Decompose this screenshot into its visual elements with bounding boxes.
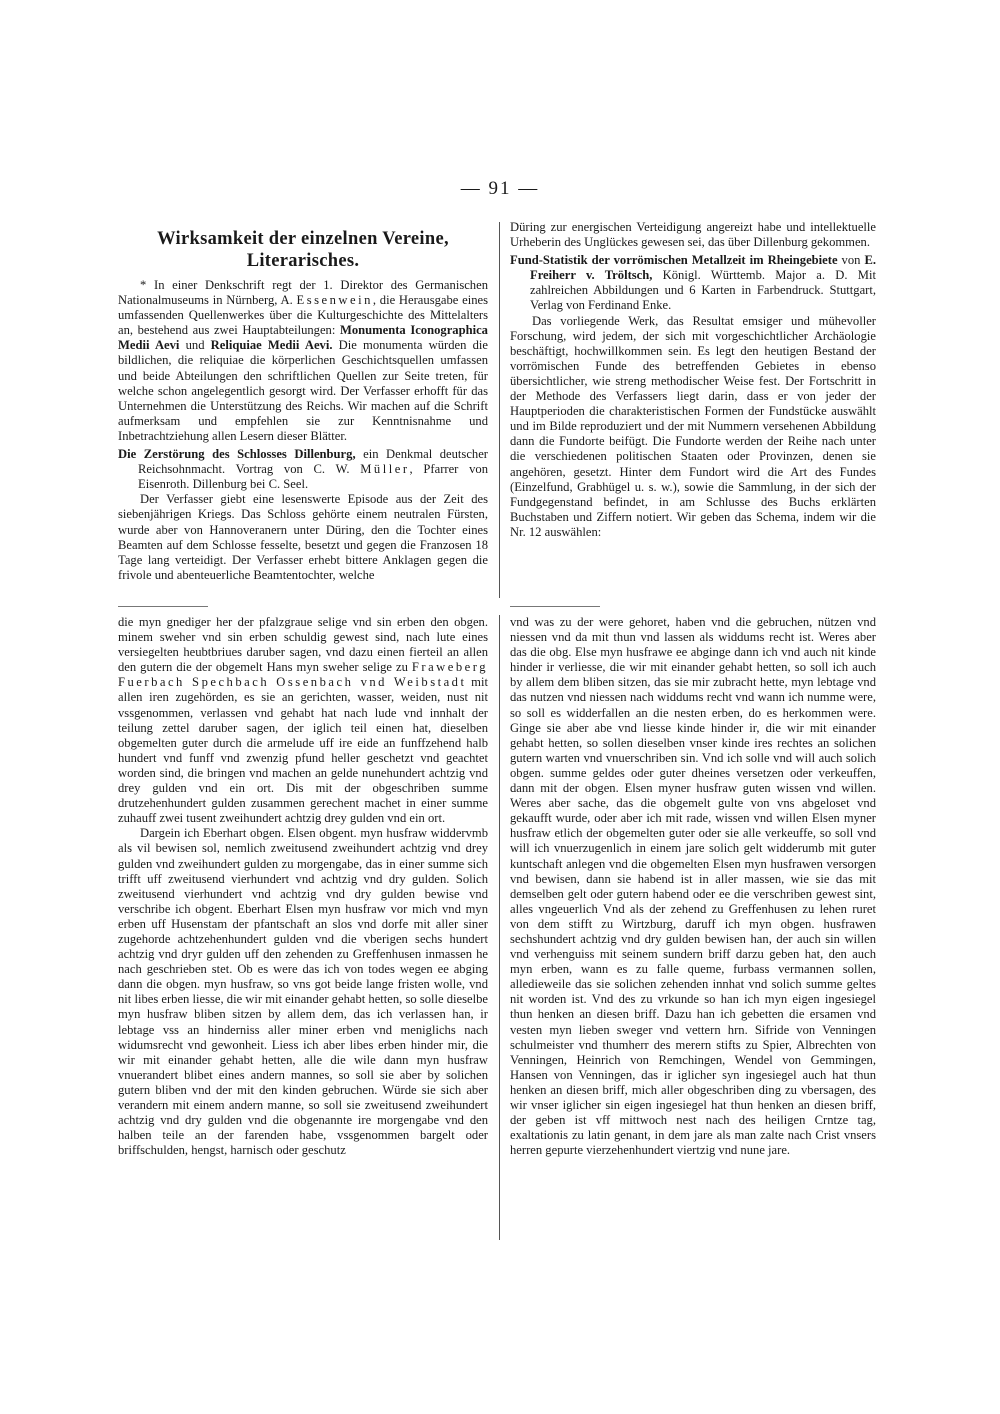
book-entry-fund-statistik <box>510 253 876 313</box>
section-title <box>118 228 488 272</box>
column-divider-top <box>499 222 500 598</box>
text-run: Die monumenta würden die bildlichen, die reliquiae die körperlichen Geschichtsquellen umfassen und beide Abteilungen den schriftlichen Quellen zur Seite treten, für welche schon angelegentlich gesorgt wird. Der Verfasser erhofft für das Unternehmen die Unterstützung des Reichs. Wir machen auf die Schrift aufmerksam und empfehlen sie zur Kenntnisnahme und Inbetrachtziehung allen Lesern dieser Blätter. <box>118 338 488 443</box>
column-divider-bottom <box>499 615 500 1240</box>
footnote-rule-left <box>118 606 208 607</box>
review-dillenburg: Der Verfasser giebt eine lesenswerte Episode aus der Zeit des siebenjährigen Kriegs. Das Schloss gehörte einem neutralen Fürsten, wurde aber von Hannoveranern unter Düring, den die Tochter eines Beamten auf dem Schlosse fesselte, besetzt und gegen die Franzosen 18 Tage lang verteidigt. Der Verfasser erhebt bittere Anklagen gegen die frivole und abenteuerliche Beamtentochter, welche <box>118 492 488 582</box>
text-run: ein Denkmal deutscher Reichsohnmacht. Vortrag von C. W. <box>138 447 488 477</box>
text-run: von <box>837 253 865 268</box>
right-column-top <box>510 220 876 540</box>
review-fund-statistik: Das vorliegende Werk, das Resultat emsiger und mühevoller Forschung, wird jedem, der sich mit vorgeschichtlicher Archäologie beschäftigt, hochwillkommen sein. Es legt den heutigen Bestand der vorrömischen Funde des betreffenden Gebietes in ebenso übersichtlicher, wie streng methodischer Weise fest. Der Fortschritt in der Methode des Verfassers liegt darin, dass er von jeder der Hauptperioden die charakteristischen Formen der Fundstücke auswählt und im Bilde reproduziert und der mit Nummern versehenen Abbildung dann die Fundorte beifügt. Die Fundorte werden der Reihe nach unter die verschiedenen politischen Staaten oder Provinzen, denen sie angehören, gesetzt. Hinter dem Fundort wird die Art des Fundes (Einzelfund, Grabhügel u. s. w.), sowie die Sammlung, in der sich der Fundgegenstand befindet, in am Schlusse des Buchs erklärten Buchstaben und Ziffern notiert. Wir geben das Schema, indem wir die Nr. 12 auswählen: <box>510 313 876 539</box>
book-title: Die Zerstörung des Schlosses Dillenburg, <box>118 447 356 462</box>
left-column-bottom <box>118 615 488 1158</box>
author-name: Essenwein <box>296 293 373 308</box>
text-run: Königl. Württemb. Major a. D. Mit zahlreichen Abbildungen und 6 Karten in Farbendruck. Stuttgart, Verlag von Ferdinand Enke. <box>530 268 876 313</box>
document-text <box>118 615 488 826</box>
document-text: vnd was zu der were gehoret, haben vnd die gebruchen, nützen vnd niessen vnd da mit thun vnd lassen als widdums recht ist. Weres aber das die obg. Else myn husfrawe ee abginge dann ich vnd auch nit kinde hinder ir verliesse, die wir mit einander gehabt hetten, so soll ich auch by allem dem bliben sitzen, das sie mir zubracht hette, myn lebtage vnd das nutzen vnd niessen nach widdums recht vnd wann ich numme were, so soll es widderfallen an die nesten erben, do es herkommen were. Ginge sie aber abe vnd liesse kinde hinder ir, die wir mit einander gehabt hetten, so sollen dieselben vnser kinde ires rechtes an solichen gutern warten vnd vnuerschriben sin. Vnd ich solle vnd will auch solich obgen. summe geldes oder guter dheines versetzen oder verkeuffen, dann mit der obgen. Elsen myner husfraw guten wissen vnd willen. Weres aber sache, das die obgemelt gulte von vns abgeloset vnd gekaufft wurde, oder aber ich mit rade, wissen vnd willen Elsen myner husfraw etlich der obgemelten guter oder sie alle verkeuffe, so soll vnd will ich vnuerzugenlich in einem jare solich gelt widderumb mit guter kuntschaft anlegen vnd die obgemelten Elsen myn husfrawen versorgen vnd bewisen, dann sie habend ist in aller massen, wie sie das mit demselben gelt oder gutern habend oder ee die verschriben gewest sint, alles vngeuerlich Vnd als der zehend zu Greffenhusen zu lehen ruret von dem stifft zu Wirtzburg, daruff ich myn obgen. husfrawen sechshundert achtzig vnd dry gulden bewisen han, der auch sin willen vnd verhenguiss mit seinem sundern briff darzu geben hat, den auch myn erben, wann es zu falle queme, furbass vermannen sollen, alledieweile das sie solichen zehenden innhat vnd solich summe geltes nit worden ist. Vnd des zu vrkunde so han ich myn eigen ingesiegel thun henken an diesen briff. Dazu han ich gebetten die ersamen vnd vesten myn lieben sweger vnd vettern hrn. Sifride von Venningen schulmeister vnd thumherr des merern stifts zu Spier, Albrechten von Venningen, Heinrich von Remchingen, Wendel von Gemmingen, Hansen von Venningen, das ir iglicher syn ingesiegel auch hat thun henken an diesen briff, mich aller obgeschriben ding zu vbersagen, des wir vnser iglicher sin eigen ingesiegel hat thun henken an diesen briff, der geben ist vff mittwoch nest nach des heiligen Crntze tag, exaltationis zu latin genant, in dem jare als man zalte nach Crist vnsers herren gepurte vierzehenhundert viertzig vnd nune jare. <box>510 615 876 1158</box>
author-name: Müller <box>360 462 410 477</box>
bold-title: Reliquiae Medii Aevi. <box>210 338 333 353</box>
text-run: , Pfarrer von Eisenroth. Dillenburg bei C. Seel. <box>138 462 489 492</box>
review-continuation: Düring zur energischen Verteidigung angereizt habe und intellektuelle Urheberin des Unglückes gewesen sei, das über Dillenburg gekommen. <box>510 220 876 250</box>
section-title-line-1: Wirksamkeit der einzelnen Vereine, <box>157 229 449 249</box>
book-title: Fund-Statistik der vorrömischen Metallzeit im Rheingebiete <box>510 253 838 268</box>
place-names: Fraweberg Fuerbach Spechbach Ossenbach vnd Weibstadt <box>118 660 488 690</box>
text-run: mit allen iren zugehörden, es sie an gerichten, wasser, weiden, nust nit vssgenommen, verlassen vnd gehabt hat nach lude vnd innhalt der teilung zettel daruber sagen, der iglich teil einen hat, dieselben obgemelten guter durch die armelude uff ire eide an funffzehend halb hundert vnd funff vnd zwenzig pfund heller geschetzt vnd geachtet worden sind, die bringen vnd machen an gelde nunehundert achtzig vnd drey gulden vnd ein ort. Dis mit der obgeschriben summe drutzehenhundert gulden zusammen gerechent machet in einer summe zuhauff zwei tusent zweihundert achtzig drey gulden vnd ein ort. <box>118 675 488 826</box>
text-run: die myn gnediger her der pfalzgraue selige vnd sin erben den obgen. minem sweher vnd sin erben schuldig gewest sind, nach lute eines versiegelten heubtbriues daruber sagen, vnd dazu einen fierteil an allen den gutern die der obgemelt Hans myn sweher selige zu <box>118 615 488 675</box>
book-entry-dillenburg <box>118 447 488 492</box>
right-column-bottom <box>510 615 876 1158</box>
text-run: und <box>179 338 211 353</box>
section-title-line-2: Literarisches. <box>246 251 360 271</box>
footnote-rule-right <box>510 606 600 607</box>
author-name: E. Freiherr v. Tröltsch, <box>530 253 877 283</box>
left-column-top <box>118 228 488 583</box>
text-run: , die Herausgabe eines umfassenden Quellenwerkes über die Kulturgeschichte des Mittelalters an, bestehend aus zwei Hauptabteilungen: <box>118 293 488 338</box>
document-text: Dargein ich Eberhart obgen. Elsen obgent. myn husfraw widdervmb als vil bewisen sol, nemlich zweitusend zweihundert achtzig vnd drey gulden vnd zweihundert gulden zu morgengabe, das in einer summe sich trifft uff zweitusend vierhundert vnd achtzig vnd dry gulden. Solich zweitusend vierhundert vnd achtzig vnd dry gulden bewise vnd verschribe ich obgent. Eberhart Elsen myn husfraw vor mich vnd myn erben uff Husenstam der pfantschaft an slos vnd dorfe mit aller siner zugehorde achtzehenhundert gulden vnd die vberigen sechs hundert achtzig vnd dryr gulden uff den zehenden zu Greffenhusen inmassen he nach geschrieben stet. Ob es were das ich von todes wegen ee abging dann die obgen. myn husfraw, so vns got beide lange fristen wolle, vnd nit libes erben liesse, die wir mit einander gehabt hetten, so solle dieselbe myn husfraw bliben sitzen by allem dem, das ich verlassen han, ir lebtage vss an hinderniss aller miner erben vnd meniglichs nach widumsrecht vnd gewonheit. Liess ich aber libes erben hinder mir, die wir mit einander gehabt hetten, alle die wile dann myn husfraw vnuerandert blibet eines andern mannes, so soll sie aber by solichen gutern bliben vnd der mit den kinden gebruchen. Würde sie sich aber verandern mit einem andern manne, so soll sie zweitusend zweihundert achtzig vnd dry gulden vnd die obgenannte ire morgengabe vnd den halben teile an der farenden habe, vssgenommen bargelt oder briffschulden, hengst, harnisch oder geschutz <box>118 826 489 1158</box>
text-run: * In einer Denkschrift regt der 1. Direktor des Germanischen Nationalmuseums in Nürnberg, A. <box>118 278 488 308</box>
page-number: — 91 — <box>460 178 540 199</box>
bold-title: Monumenta Iconographica Medii Aevi <box>118 323 488 353</box>
notice-denkschrift <box>118 278 488 444</box>
